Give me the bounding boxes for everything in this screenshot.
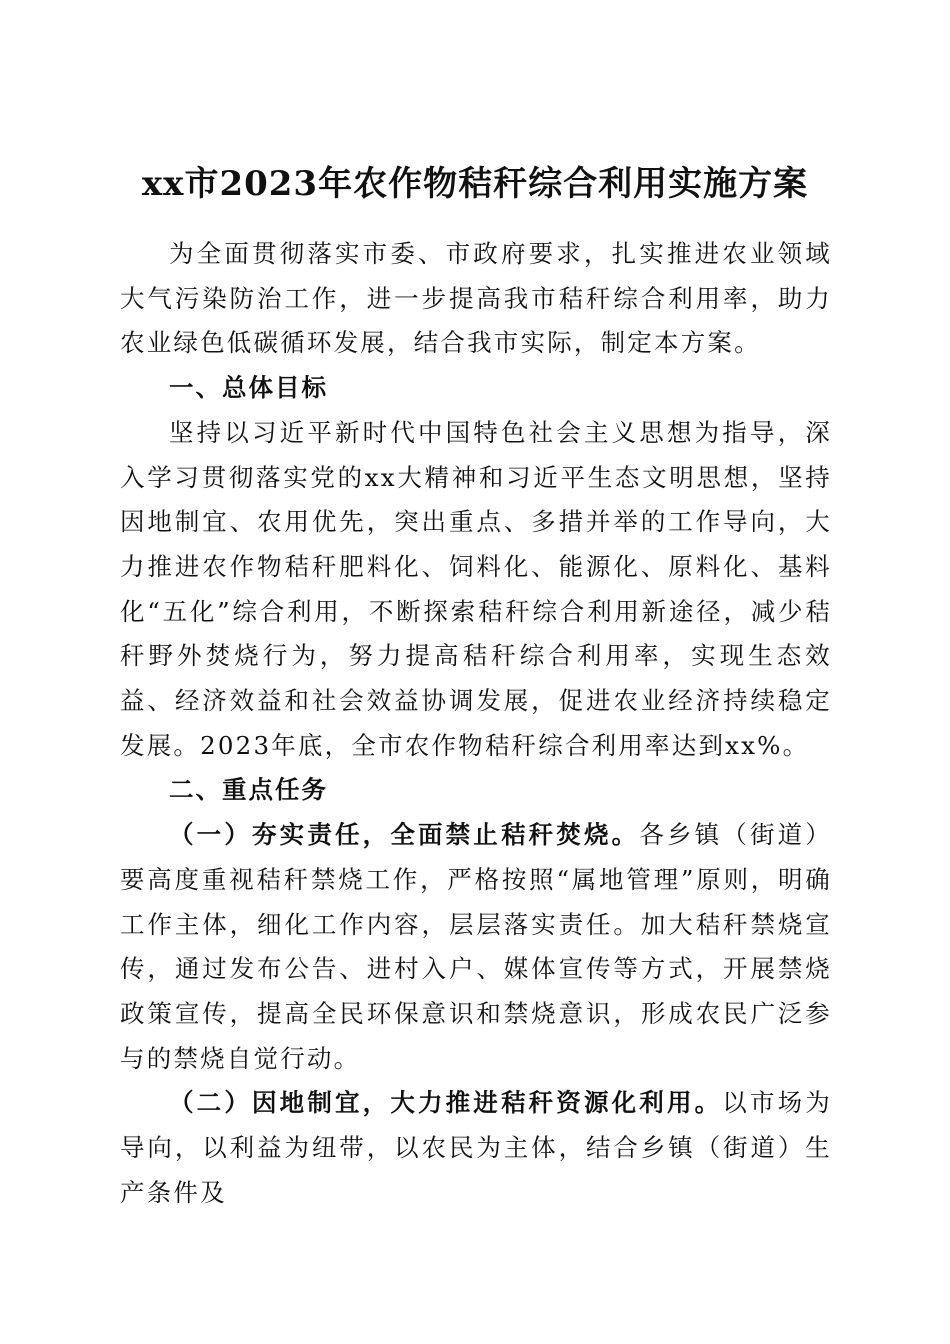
task-2-paragraph (120, 1081, 832, 1215)
section-heading-key-tasks: 二、重点任务 (169, 775, 328, 805)
task-1-body: 各乡镇（街道）要高度重视秸秆禁烧工作，严格按照“属地管理”原则，明确工作主体，细化工作内容，层层落实责任。加大秸秆禁烧宣传，通过发布公告、进村入户、媒体宣传等方式，开展禁烧政策宣传，提高全民环保意识和禁烧意识，形成农民广泛参与的禁烧自觉行动。 (120, 820, 832, 1073)
task-1-lead: （一）夯实责任，全面禁止秸秆焚烧。 (169, 820, 640, 850)
document-body (120, 232, 832, 1215)
intro-paragraph: 为全面贯彻落实市委、市政府要求，扎实推进农业领域大气污染防治工作，进一步提高我市秸秆综合利用率，助力农业绿色低碳循环发展，结合我市实际，制定本方案。 (120, 239, 832, 358)
task-2-lead: （二）因地制宜，大力推进秸秆资源化利用。 (169, 1088, 723, 1118)
section-heading-overall-goal: 一、总体目标 (169, 373, 328, 403)
task-1-paragraph (120, 813, 832, 1081)
task-2-body: 以市场为导向，以利益为纽带，以农民为主体，结合乡镇（街道）生产条件及 (120, 1088, 832, 1207)
overall-goal-paragraph: 坚持以习近平新时代中国特色社会主义思想为指导，深入学习贯彻落实党的xx大精神和习近平生态文明思想，坚持因地制宜、农用优先，突出重点、多措并举的工作导向，大力推进农作物秸秆肥料化、饲料化、能源化、原料化、基料化“五化”综合利用，不断探索秸秆综合利用新途径，减少秸秆野外焚烧行为，努力提高秸秆综合利用率，实现生态效益、经济效益和社会效益协调发展，促进农业经济持续稳定发展。2023年底，全市农作物秸秆综合利用率达到xx%。 (120, 417, 832, 760)
document-title: xx市2023年农作物秸秆综合利用实施方案 (141, 163, 809, 204)
